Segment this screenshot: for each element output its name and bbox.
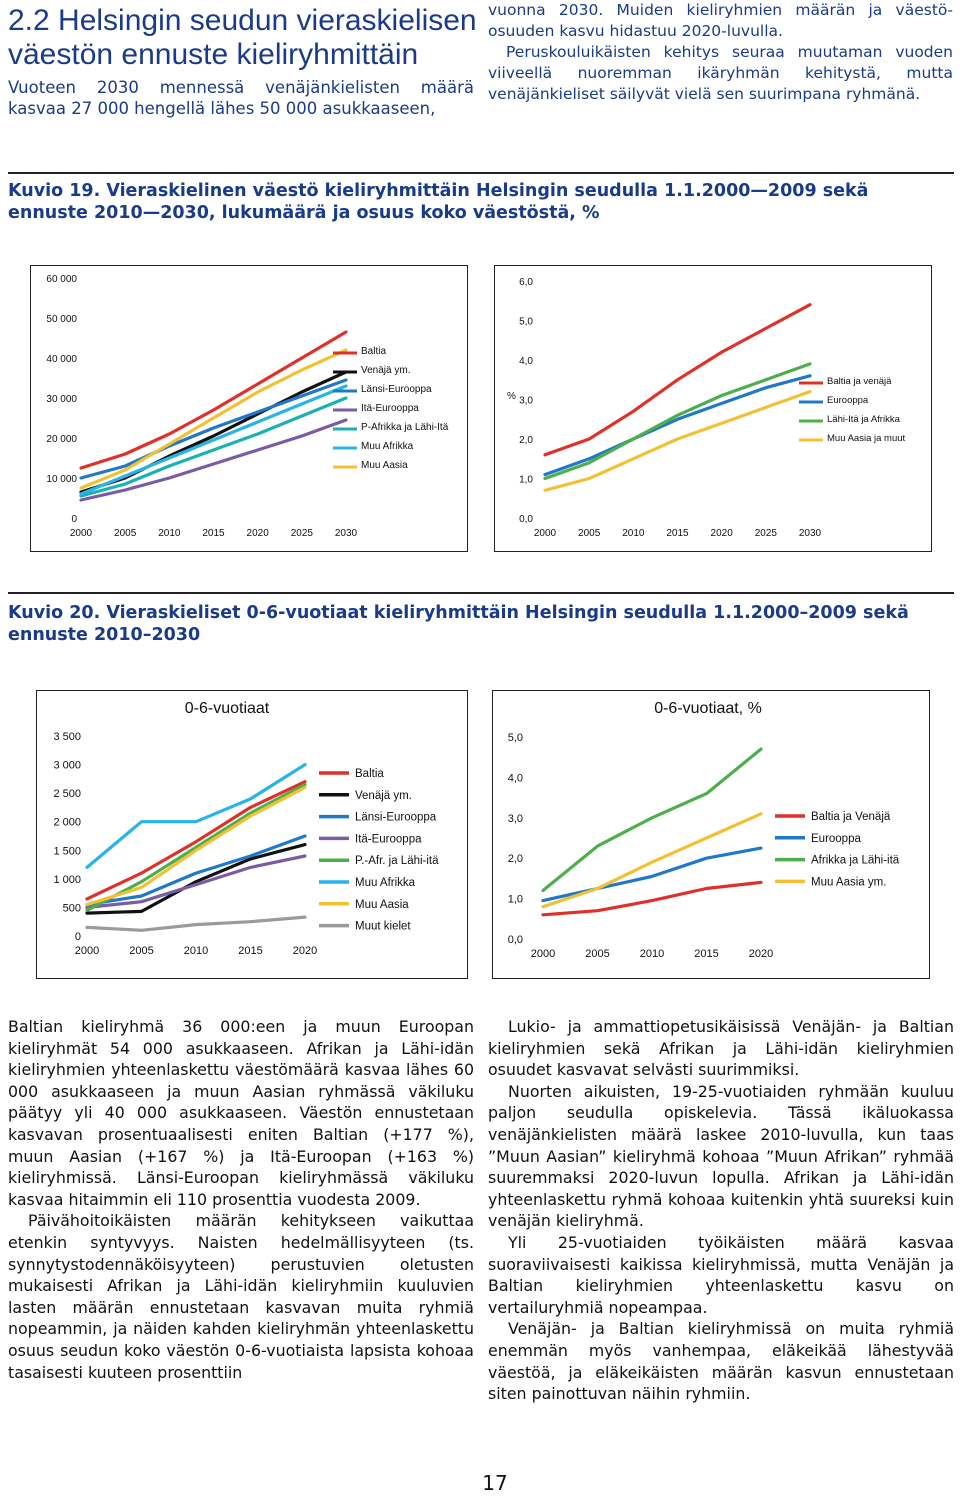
series-line-2 bbox=[81, 372, 346, 492]
top-right-paragraph-1: vuonna 2030. Muiden kieliryhmien määrän ja väestöosuuden kasvu hidastuu 2020-luvulla. bbox=[488, 1, 953, 40]
legend-label: Venäjä ym. bbox=[361, 365, 411, 376]
chart-title: 0-6-vuotiaat, % bbox=[654, 700, 762, 717]
legend-label: Muu Aasia bbox=[361, 460, 408, 471]
y-tick-label: 1,0 bbox=[519, 474, 533, 486]
y-tick-label: 6,0 bbox=[519, 277, 533, 288]
y-tick-label: 1,0 bbox=[507, 893, 523, 906]
y-tick-label: 4,0 bbox=[519, 356, 533, 367]
y-tick-label: 5,0 bbox=[519, 316, 533, 328]
legend-label: Muu Afrikka bbox=[355, 877, 416, 889]
top-right-text bbox=[488, 0, 953, 105]
y-tick-label: 0,0 bbox=[519, 514, 533, 525]
y-tick-label: 30 000 bbox=[46, 394, 77, 405]
legend-label: Länsi-Eurooppa bbox=[355, 811, 437, 824]
figure-19-caption: Kuvio 19. Vieraskielinen väestö kieliryhmittäin Helsingin seudulla 1.1.2000—2009 sekä ennuste 2010—2030, lukumäärä ja osuus koko väestöstä, % bbox=[8, 181, 869, 223]
y-tick-label: 0,0 bbox=[507, 934, 523, 946]
legend-label: Lähi-Itä ja Afrikka bbox=[827, 414, 900, 425]
legend-label: P.-Afr. ja Lähi-itä bbox=[355, 855, 439, 868]
legend-label: Eurooppa bbox=[811, 832, 861, 845]
x-tick-label: 2010 bbox=[622, 528, 645, 539]
divider-2 bbox=[8, 592, 954, 594]
legend-label: Baltia ja venäjä bbox=[827, 376, 892, 387]
legend-label: Baltia bbox=[355, 768, 384, 780]
y-tick-label: 1 500 bbox=[53, 845, 81, 858]
x-tick-label: 2020 bbox=[246, 528, 269, 539]
x-tick-label: 2010 bbox=[183, 945, 209, 957]
series-line-8 bbox=[87, 917, 305, 930]
y-tick-label: 0 bbox=[74, 931, 81, 943]
series-line-5 bbox=[81, 398, 346, 496]
x-tick-label: 2025 bbox=[754, 528, 777, 539]
y-tick-label: 50 000 bbox=[46, 314, 77, 325]
chart-19-percent-svg bbox=[495, 266, 931, 551]
chart-20-percent-svg bbox=[493, 691, 929, 978]
x-tick-label: 2000 bbox=[69, 528, 93, 539]
x-tick-label: 2030 bbox=[334, 528, 358, 539]
y-axis-label: % bbox=[507, 391, 516, 402]
x-tick-label: 2000 bbox=[530, 948, 556, 960]
legend-label: Länsi-Eurooppa bbox=[361, 384, 432, 395]
series-line-6 bbox=[81, 386, 346, 494]
y-tick-label: 2 000 bbox=[53, 816, 81, 829]
series-line-1 bbox=[543, 882, 761, 914]
x-tick-label: 2005 bbox=[585, 948, 610, 960]
legend-label: Eurooppa bbox=[827, 395, 869, 406]
intro-paragraph: Vuoteen 2030 mennessä venäjänkielisten määrä kasvaa 27 000 hengellä lähes 50 000 asukkaaseen, bbox=[8, 78, 474, 118]
y-tick-label: 5,0 bbox=[507, 732, 523, 744]
x-tick-label: 2015 bbox=[202, 528, 225, 539]
figure-19-count-chart bbox=[30, 265, 468, 552]
legend-label: Muu Afrikka bbox=[361, 441, 414, 452]
section-heading: 2.2 Helsingin seudun vieraskielisen väestön ennuste kieliryhmittäin bbox=[8, 4, 477, 71]
x-tick-label: 2025 bbox=[290, 528, 313, 539]
y-tick-label: 60 000 bbox=[46, 274, 77, 285]
y-tick-label: 3,0 bbox=[507, 812, 523, 825]
figure-19-percent-chart bbox=[494, 265, 932, 552]
x-tick-label: 2015 bbox=[238, 945, 263, 957]
legend-label: Venäjä ym. bbox=[355, 789, 412, 802]
body-left-paragraph-1: Baltian kieliryhmä 36 000:een ja muun Euroopan kieliryhmät 54 000 asukkaaseen. Afrikan ja Lähi-idän kieliryhmien yhteenlaskettu väestömäärä kasvaa lähes 60 000 asukkaaseen ja muun Aasian ryhmässä väkiluku päätyy yli 40 000 asukkaaseen. Väestön ennustetaan kasvavan prosentuaalisesti eniten Baltian (+177 %), muun Aasian (+167 %) ja Itä-Euroopan (+163 %) kieliryhmissä. Länsi-Euroopan kieliryhmässä väkiluku kasvaa hitaimmin eli 110 prosenttia vuodesta 2009. bbox=[8, 1017, 474, 1209]
y-tick-label: 20 000 bbox=[46, 434, 77, 445]
legend-label: Muu Aasia ym. bbox=[811, 876, 887, 889]
y-tick-label: 10 000 bbox=[46, 474, 77, 485]
figure-20-caption: Kuvio 20. Vieraskieliset 0-6-vuotiaat kieliryhmittäin Helsingin seudulla 1.1.2000–2009 sekä ennuste 2010–2030 bbox=[8, 603, 909, 645]
x-tick-label: 2030 bbox=[798, 528, 822, 539]
series-line-2 bbox=[543, 848, 761, 901]
y-tick-label: 4,0 bbox=[507, 772, 523, 785]
body-left-paragraph-2: Päivähoitoikäisten määrän kehitykseen vaikuttaa etenkin syntyvyys. Naisten hedelmällisyyteen (ts. synnytystodennäköisyyteen) perustuvien oletusten mukaisesti Afrikan ja Lähi-idän kieliryhmiin kuuluvien lasten määrän ennustetaan kasvavan muita ryhmiä nopeammin, ja näiden kahden kieliryhmän yhteenlaskettu osuus seudun koko väestön 0-6-vuotiaista lapsista kohoaa tasaisesti kuuteen prosenttiin bbox=[8, 1211, 474, 1382]
x-tick-label: 2020 bbox=[748, 948, 774, 960]
legend-label: Muu Aasia bbox=[355, 898, 409, 911]
x-tick-label: 2015 bbox=[666, 528, 689, 539]
series-line-3 bbox=[543, 749, 761, 890]
y-tick-label: 1 000 bbox=[53, 873, 81, 886]
body-right-column bbox=[488, 1016, 954, 1405]
series-line-1 bbox=[81, 332, 346, 468]
series-line-2 bbox=[545, 376, 810, 475]
legend-label: Itä-Eurooppa bbox=[355, 833, 422, 846]
y-tick-label: 2,0 bbox=[507, 853, 523, 866]
x-tick-label: 2005 bbox=[578, 528, 601, 539]
x-tick-label: 2010 bbox=[639, 948, 665, 960]
y-tick-label: 3 500 bbox=[53, 731, 81, 743]
x-tick-label: 2005 bbox=[129, 945, 154, 957]
body-left-column bbox=[8, 1016, 474, 1383]
y-tick-label: 3,0 bbox=[519, 395, 533, 407]
body-right-paragraph-3: Yli 25-vuotiaiden työikäisten määrä kasvaa suoraviivaisesti kaikissa kieliryhmissä, mutta Venäjän ja Baltian kieliryhmien yhteenlaskettu kasvu on vertailuryhmiä nopeampaa. bbox=[488, 1232, 954, 1317]
y-tick-label: 2 500 bbox=[53, 788, 81, 801]
figure-20-percent-chart bbox=[492, 690, 930, 979]
legend-label: Baltia bbox=[361, 346, 387, 357]
x-tick-label: 2015 bbox=[694, 948, 719, 960]
y-tick-label: 2,0 bbox=[519, 435, 533, 446]
x-tick-label: 2000 bbox=[74, 945, 100, 957]
y-tick-label: 40 000 bbox=[46, 354, 77, 365]
legend-label: Muut kielet bbox=[355, 920, 411, 933]
divider-1 bbox=[8, 172, 954, 174]
legend-label: Baltia ja Venäjä bbox=[811, 811, 891, 823]
legend-label: P-Afrikka ja Lähi-Itä bbox=[361, 422, 449, 433]
chart-19-count-svg bbox=[31, 266, 467, 551]
y-tick-label: 3 000 bbox=[53, 759, 81, 772]
body-right-paragraph-2: Nuorten aikuisten, 19-25-vuotiaiden ryhmään kuuluu paljon seudulla opiskelevia. Tässä ikäluokassa venäjänkielisten määrä laskee 2010-luvulla, kun taas ”Muun Aasian” kieliryhmä kohoaa ”Muun Afrikan” ryhmää suuremmaksi 2020-luvun lopulla. Afrikan ja Lähi-idän yhteenlaskettu ryhmä kohoaa kuitenkin yhtä suureksi kuin venäjän kieliryhmä. bbox=[488, 1081, 954, 1231]
chart-20-count-svg bbox=[37, 691, 467, 978]
y-tick-label: 500 bbox=[62, 902, 81, 915]
x-tick-label: 2005 bbox=[114, 528, 137, 539]
series-line-4 bbox=[81, 420, 346, 500]
chart-title: 0-6-vuotiaat bbox=[184, 700, 270, 717]
x-tick-label: 2020 bbox=[292, 945, 318, 957]
x-tick-label: 2010 bbox=[158, 528, 181, 539]
x-tick-label: 2020 bbox=[710, 528, 733, 539]
top-right-paragraph-2: Peruskouluikäisten kehitys seuraa muutaman vuoden viiveellä nuoremman ikäryhmän kehitystä, mutta venäjänkieliset säilyvät vielä sen suurimpana ryhmänä. bbox=[488, 43, 953, 103]
figure-20-count-chart bbox=[36, 690, 468, 979]
body-right-paragraph-1: Lukio- ja ammattiopetusikäisissä Venäjän- ja Baltian kieliryhmien sekä Afrikan ja Lähi-idän kieliryhmien osuudet kasvavat selvästi suurimmiksi. bbox=[488, 1017, 954, 1080]
page-number: 17 bbox=[482, 1471, 508, 1495]
legend-label: Afrikka ja Lähi-itä bbox=[811, 854, 900, 867]
legend-label: Itä-Eurooppa bbox=[361, 403, 419, 414]
y-tick-label: 0 bbox=[71, 514, 77, 525]
body-right-paragraph-4: Venäjän- ja Baltian kieliryhmissä on muita ryhmiä enemmän myös vanhempaa, eläkeikää lähestyvää väestöä, ja eläkeikäisten määrän kasvun ennustetaan siten painottuvan näihin ryhmiin. bbox=[488, 1319, 954, 1404]
legend-label: Muu Aasia ja muut bbox=[827, 433, 906, 444]
x-tick-label: 2000 bbox=[533, 528, 557, 539]
